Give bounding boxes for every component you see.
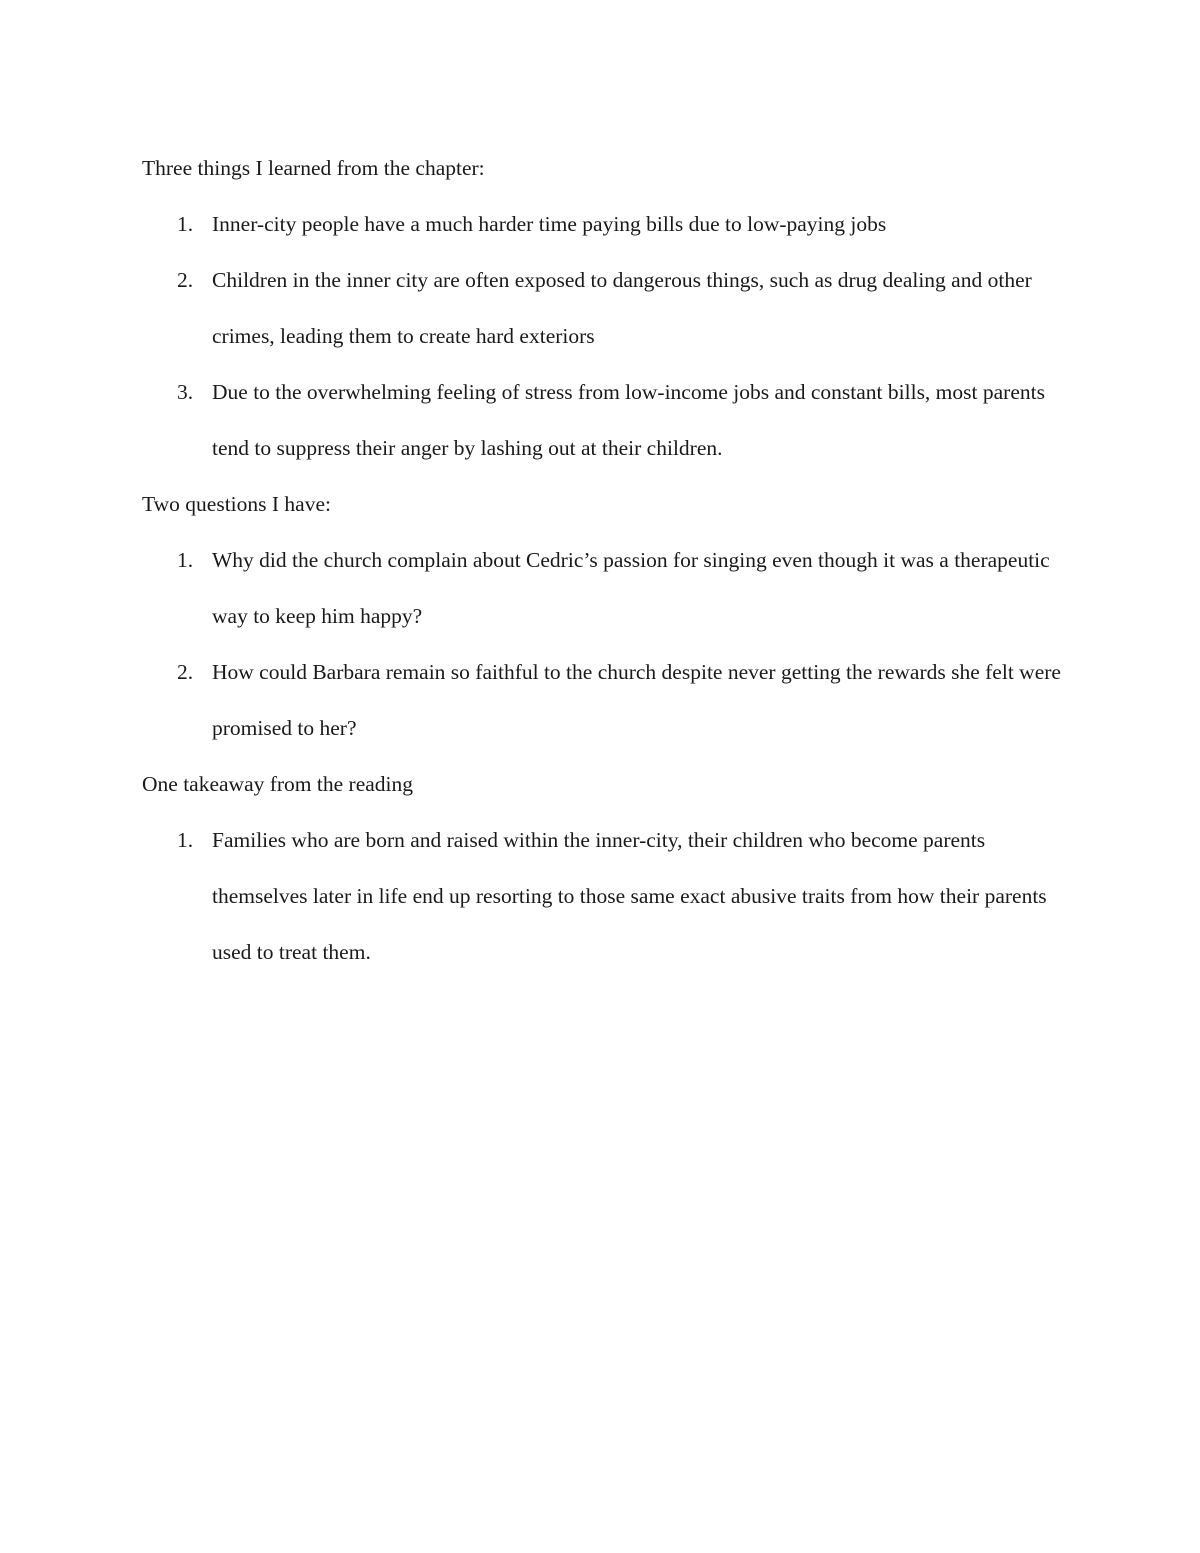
list-item — [142, 812, 1072, 980]
questions-list — [142, 532, 1072, 756]
list-item-text: Due to the overwhelming feeling of stress from low-income jobs and constant bills, most parents tend to suppress their anger by lashing out at their children. — [212, 380, 1045, 460]
list-item — [142, 644, 1072, 756]
section-heading: Two questions I have: — [142, 492, 331, 516]
section-takeaway — [142, 756, 1072, 980]
list-item-text: How could Barbara remain so faithful to the church despite never getting the rewards she felt were promised to her? — [212, 660, 1061, 740]
section-heading: One takeaway from the reading — [142, 772, 414, 796]
section-heading: Three things I learned from the chapter: — [142, 156, 485, 180]
list-item-text: Inner-city people have a much harder time paying bills due to low-paying jobs — [212, 212, 887, 236]
learned-list — [142, 196, 1072, 476]
list-number: 1. — [177, 548, 194, 572]
list-item — [142, 532, 1072, 644]
list-item-text: Families who are born and raised within the inner-city, their children who become parents themselves later in life end up resorting to those same exact abusive traits from how their parents used to treat them. — [212, 828, 1047, 964]
section-learned — [142, 140, 1072, 476]
section-questions — [142, 476, 1072, 756]
takeaway-list — [142, 812, 1072, 980]
list-number: 3. — [177, 380, 194, 404]
list-item-text: Children in the inner city are often exposed to dangerous things, such as drug dealing and other crimes, leading them to create hard exteriors — [212, 268, 1032, 348]
list-number: 2. — [177, 268, 194, 292]
document-body — [142, 140, 1072, 980]
list-number: 1. — [177, 828, 194, 852]
list-item-text: Why did the church complain about Cedric’s passion for singing even though it was a therapeutic way to keep him happy? — [212, 548, 1050, 628]
list-number: 2. — [177, 660, 194, 684]
list-item — [142, 196, 1072, 252]
list-number: 1. — [177, 212, 194, 236]
list-item — [142, 364, 1072, 476]
list-item — [142, 252, 1072, 364]
